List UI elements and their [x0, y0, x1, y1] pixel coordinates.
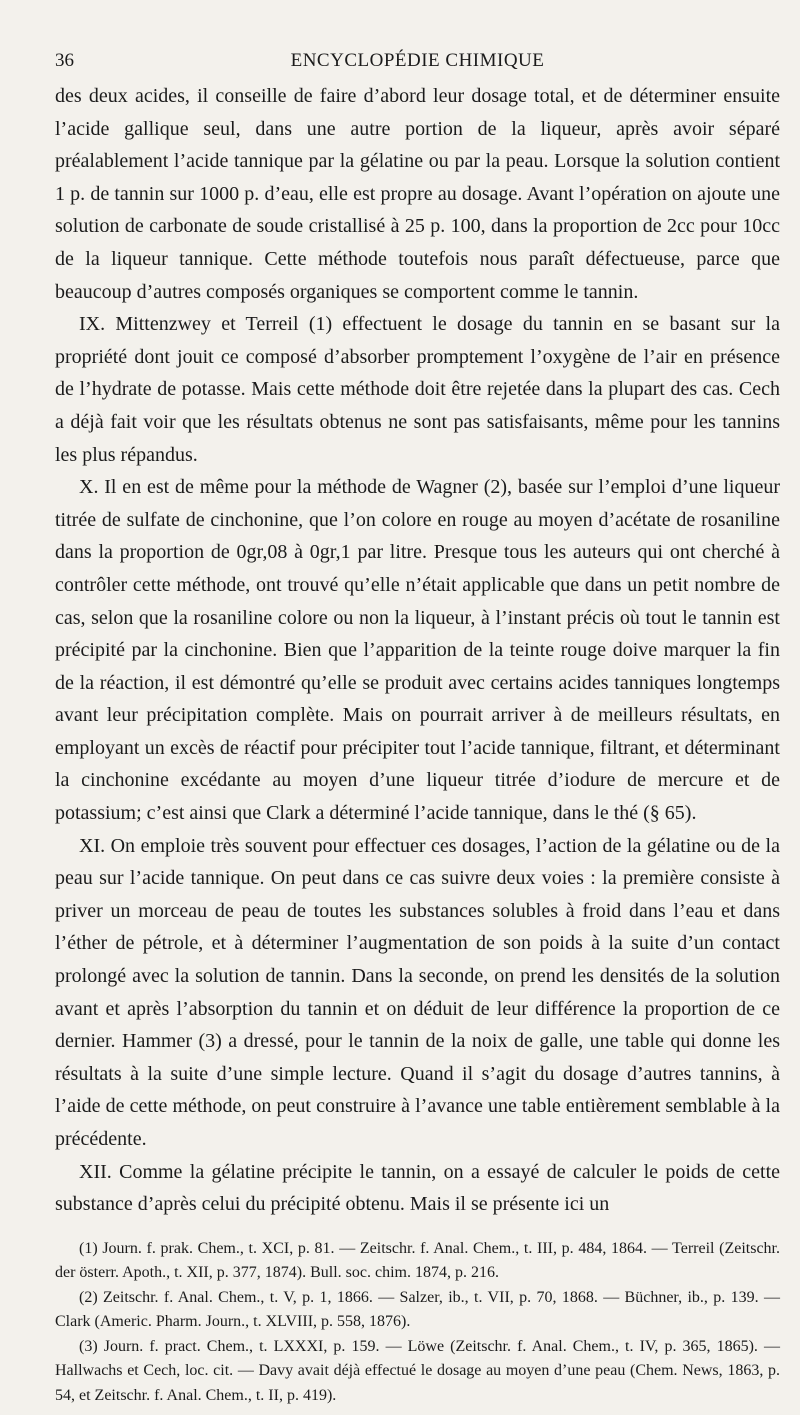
- paragraph-xi: XI. On emploie très souvent pour effectuer ces dosages, l’action de la gélatine ou de la peau sur l’acide tannique. On peut dans ce cas suivre deux voies : la première consiste à priver un morceau de peau de toutes les substances solubles à froid dans l’eau et dans l’éther de pétrole, et à déterminer l’augmentation de son poids à la suite d’un contact prolongé avec la solution de tannin. Dans la seconde, on prend les densités de la solution avant et après l’absorption du tannin et on déduit de leur différence la proportion de ce dernier. Hammer (3) a dressé, pour le tannin de la noix de galle, une table qui donne les résultats à la suite d’une simple lecture. Quand il s’agit du dosage d’autres tannins, à l’aide de cette méthode, on peut construire à l’avance une table entièrement semblable à la précédente.: [55, 834, 780, 1150]
- running-title: ENCYCLOPÉDIE CHIMIQUE: [290, 50, 545, 71]
- paragraph-ix: IX. Mittenzwey et Terreil (1) effectuent le dosage du tannin en se basant sur la propriété dont jouit ce composé d’absorber promptement l’oxygène de l’air en présence de l’hydrate de potasse. Mais cette méthode doit être rejetée dans la plupart des cas. Cech a déjà fait voir que les résultats obtenus ne sont pas satisfaisants, même pour les tannins les plus répandus.: [55, 313, 780, 466]
- paragraph-x: X. Il en est de même pour la méthode de Wagner (2), basée sur l’emploi d’une liqueur titrée de sulfate de cinchonine, que l’on colore en rouge au moyen d’acétate de rosaniline dans la proportion de 0gr,08 à 0gr,1 par litre. Presque tous les auteurs qui ont cherché à contrôler cette méthode, ont trouvé qu’elle n’était applicable que dans un petit nombre de cas, selon que la rosaniline colore ou non la liqueur, à l’instant précis où tout le tannin est précipité par la cinchonine. Bien que l’apparition de la teinte rouge doive marquer la fin de la réaction, il est démontré qu’elle se produit avec certains acides tanniques longtemps avant leur précipitation complète. Mais on pourrait arriver à de meilleurs résultats, en employant un excès de réactif pour précipiter tout l’acide tannique, filtrant, et déterminant la cinchonine excédante au moyen d’une liqueur titrée d’iodure de mercure et de potassium; c’est ainsi que Clark a déterminé l’acide tannique, dans le thé (§ 65).: [55, 476, 780, 825]
- paragraph-xii: XII. Comme la gélatine précipite le tannin, on a essayé de calculer le poids de cette substance d’après celui du précipité obtenu. Mais il se présente ici un: [55, 1160, 780, 1216]
- footnote-1: (1) Journ. f. prak. Chem., t. XCI, p. 81. — Zeitschr. f. Anal. Chem., t. III, p. 484, 1864. — Terreil (Zeitschr. der österr. Apoth., t. XII, p. 377, 1874). Bull. soc. chim. 1874, p. 216.: [55, 1239, 780, 1282]
- footnote-2: (2) Zeitschr. f. Anal. Chem., t. V, p. 1, 1866. — Salzer, ib., t. VII, p. 70, 1868. — Büchner, ib., p. 139. — Clark (Americ. Pharm. Journ., t. XLVIII, p. 558, 1876).: [55, 1288, 780, 1331]
- page-number: 36: [55, 50, 74, 71]
- page-header: [55, 46, 780, 80]
- footnote-3: (3) Journ. f. pract. Chem., t. LXXXI, p. 159. — Löwe (Zeitschr. f. Anal. Chem., t. IV, p. 365, 1865). — Hallwachs et Cech, loc. cit. — Davy avait déjà effectué le dosage au moyen d’une peau (Chem. News, 1863, p. 54, et Zeitschr. f. Anal. Chem., t. II, p. 419).: [55, 1337, 780, 1404]
- footnotes: [55, 1237, 780, 1409]
- paragraph-continuation: des deux acides, il conseille de faire d’abord leur dosage total, et de déterminer ensuite l’acide gallique seul, dans une autre portion de la liqueur, après avoir séparé préalablement l’acide tannique par la gélatine ou par la peau. Lorsque la solution contient 1 p. de tannin sur 1000 p. d’eau, elle est propre au dosage. Avant l’opération on ajoute une solution de carbonate de soude cristallisé à 25 p. 100, dans la proportion de 2cc pour 10cc de la liqueur tannique. Cette méthode toutefois nous paraît défectueuse, parce que beaucoup d’autres composés organiques se comportent comme le tannin.: [55, 85, 780, 303]
- body-text: [55, 80, 780, 1221]
